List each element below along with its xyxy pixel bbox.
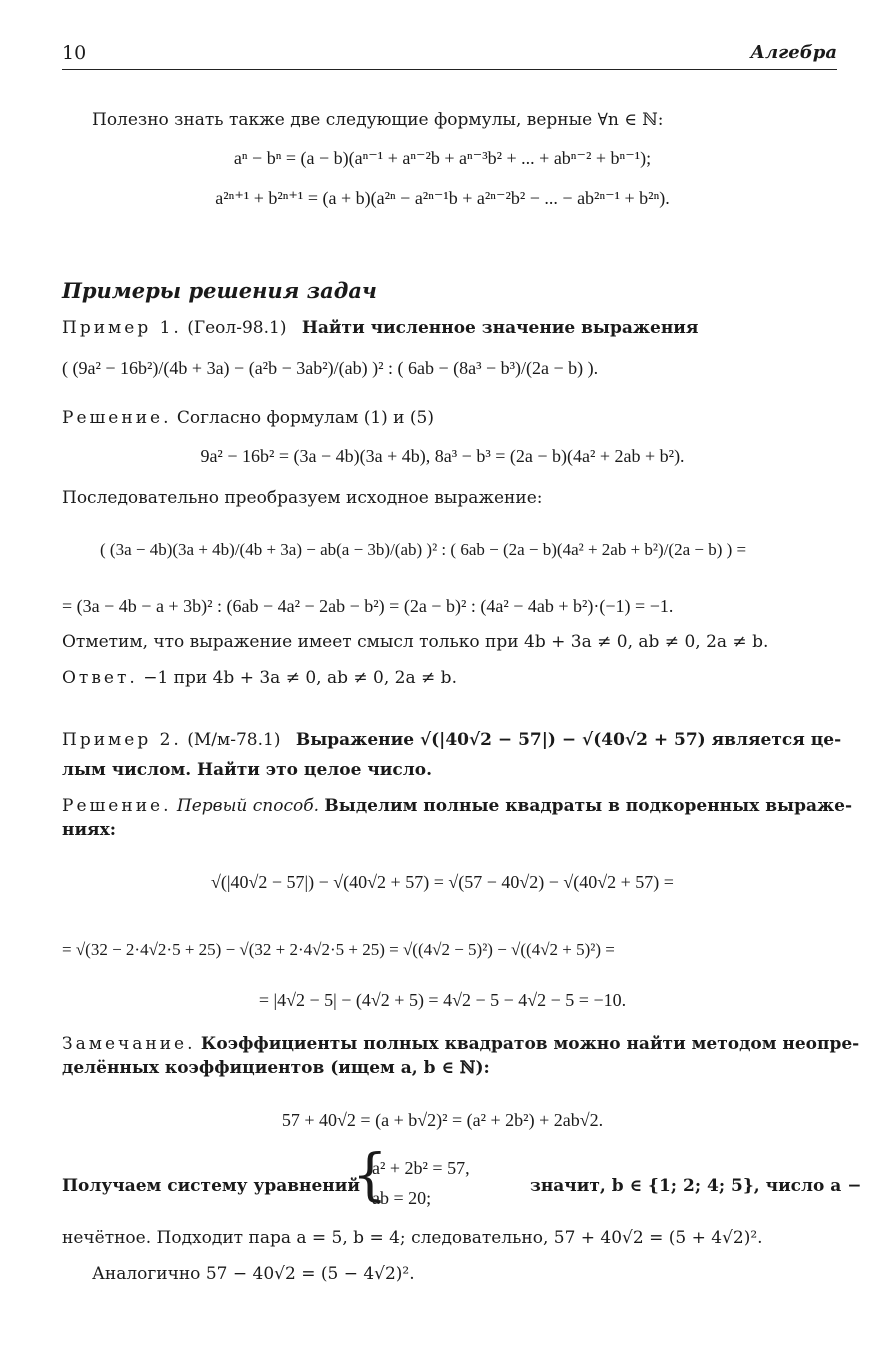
example1-formula-simplify: = (3a − 4b − a + 3b)² : (6ab − 4a² − 2ab − b²) = (2a − b)² : (4a² − 4ab + b²)·(−1) = −1.	[62, 596, 674, 616]
system-equation-2: ab = 20;	[372, 1188, 432, 1208]
example2-similar: Аналогично 57 − 40√2 = (5 − 4√2)².	[92, 1264, 415, 1284]
example1-solution-label: Решение.	[62, 408, 172, 428]
example2-label: Пример 2.	[62, 730, 182, 750]
example2-task-line1: Выражение √(|40√2 − 57|) − √(40√2 + 57) является це-	[295, 730, 842, 750]
header-rule	[62, 69, 837, 70]
example1-header	[62, 318, 698, 338]
example2-source: (М/м-78.1)	[187, 730, 281, 750]
section-title: Примеры решения задач	[62, 278, 377, 303]
page-number: 10	[62, 42, 87, 64]
example1-answer-text: −1 при 4b + 3a ≠ 0, ab ≠ 0, 2a ≠ b.	[143, 668, 457, 688]
example1-answer-label: Ответ.	[62, 668, 138, 688]
example1-transform-text: Последовательно преобразуем исходное выражение:	[62, 488, 543, 508]
system-equation-1: a² + 2b² = 57,	[372, 1158, 470, 1178]
example2-formula-squares: = √(32 − 2·4√2·5 + 25) − √(32 + 2·4√2·5 + 25) = √((4√2 − 5)²) − √((4√2 + 5)²) =	[62, 940, 615, 959]
example2-solution-line1: Выделим полные квадраты в подкоренных выраже-	[324, 796, 853, 816]
example2-formula-start: √(|40√2 − 57|) − √(40√2 + 57) = √(57 − 40√2) − √(40√2 + 57) =	[211, 872, 674, 892]
example1-answer	[62, 668, 457, 688]
example1-domain-note: Отметим, что выражение имеет смысл только при 4b + 3a ≠ 0, ab ≠ 0, 2a ≠ b.	[62, 632, 769, 652]
example2-remark-line2: делённых коэффициентов (ищем a, b ∈ ℕ):	[62, 1058, 490, 1078]
example2-solution	[62, 796, 852, 816]
example1-formula-substitution: ( (3a − 4b)(3a + 4b)/(4b + 3a) − ab(a − 3b)/(ab) )² : ( 6ab − (2a − b)(4a² + 2ab + b²)/(2a − b) ) =	[100, 540, 747, 559]
formula-sum-odd-powers: a²ⁿ⁺¹ + b²ⁿ⁺¹ = (a + b)(a²ⁿ − a²ⁿ⁻¹b + a²ⁿ⁻²b² − ... − ab²ⁿ⁻¹ + b²ⁿ).	[215, 188, 670, 208]
example2-remark-line1: Коэффициенты полных квадратов можно найти методом неопре-	[200, 1034, 860, 1054]
example1-expression: ( (9a² − 16b²)/(4b + 3a) − (a²b − 3ab²)/(ab) )² : ( 6ab − (8a³ − b³)/(2a − b) ).	[62, 358, 599, 378]
example2-conclusion: нечётное. Подходит пара a = 5, b = 4; следовательно, 57 + 40√2 = (5 + 4√2)².	[62, 1228, 763, 1248]
example1-solution-text: Согласно формулам (1) и (5)	[176, 408, 434, 428]
example1-solution	[62, 408, 434, 428]
example1-label: Пример 1.	[62, 318, 182, 338]
example2-solution-line2: ниях:	[62, 820, 117, 840]
system-brace-icon: {	[352, 1143, 388, 1208]
running-header: Алгебра	[750, 42, 837, 63]
example2-remark	[62, 1034, 859, 1054]
example2-header	[62, 730, 841, 750]
formula-difference-powers: aⁿ − bⁿ = (a − b)(aⁿ⁻¹ + aⁿ⁻²b + aⁿ⁻³b² + ... + abⁿ⁻² + bⁿ⁻¹);	[233, 148, 652, 168]
example1-task: Найти численное значение выражения	[301, 318, 699, 338]
example1-formula-factorization: 9a² − 16b² = (3a − 4b)(3a + 4b), 8a³ − b³ = (2a − b)(4a² + 2ab + b²).	[200, 446, 685, 466]
system-text: Получаем систему уравнений	[62, 1176, 360, 1196]
system-tail: значит, b ∈ {1; 2; 4; 5}, число a −	[530, 1176, 862, 1196]
intro-text: Полезно знать также две следующие формулы, верные ∀n ∈ ℕ:	[92, 110, 664, 130]
example2-solution-label: Решение.	[62, 796, 172, 816]
example2-method: Первый способ.	[176, 796, 320, 816]
example2-remark-label: Замечание.	[62, 1034, 196, 1054]
example2-task-line2: лым числом. Найти это целое число.	[62, 760, 433, 780]
example1-source: (Геол-98.1)	[187, 318, 287, 338]
example2-formula-result: = |4√2 − 5| − (4√2 + 5) = 4√2 − 5 − 4√2 − 5 = −10.	[258, 990, 627, 1010]
example2-formula-coefficients: 57 + 40√2 = (a + b√2)² = (a² + 2b²) + 2ab√2.	[281, 1110, 604, 1130]
